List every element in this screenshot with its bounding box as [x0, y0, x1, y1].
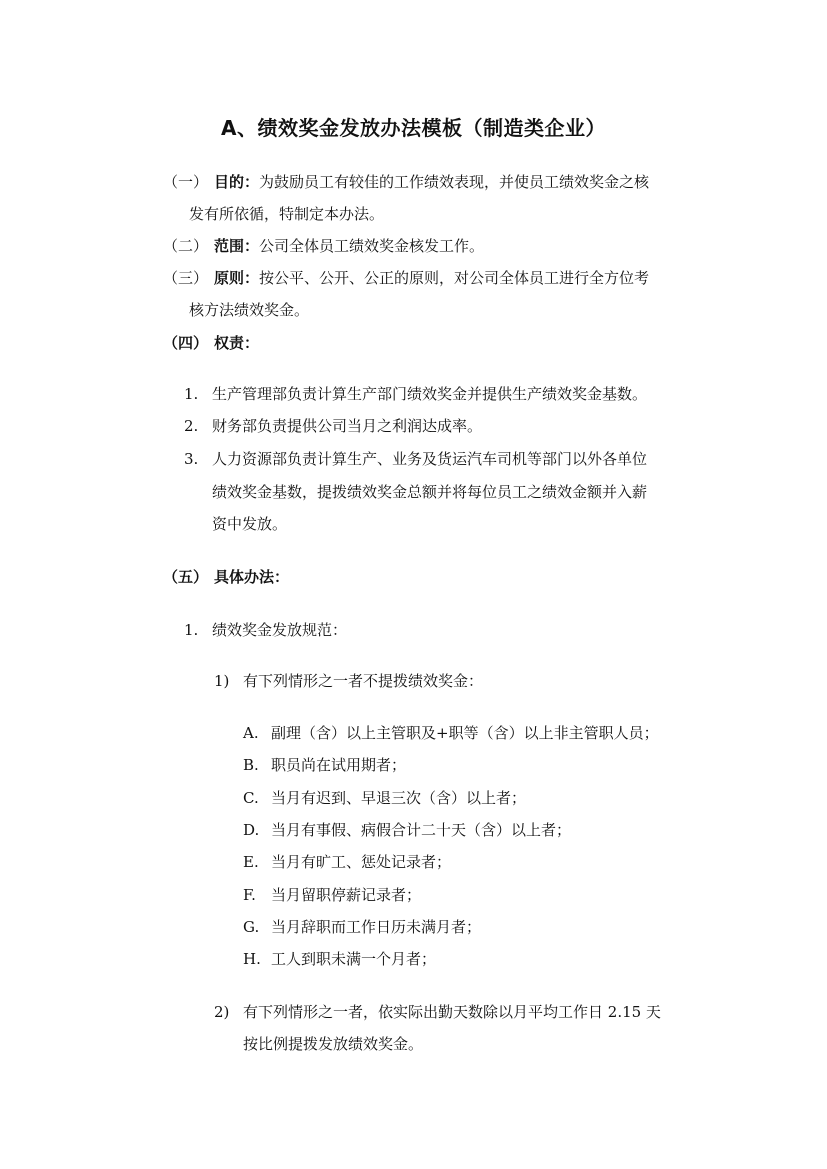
case-text: 当月有事假、病假合计二十天（含）以上者；: [271, 821, 572, 839]
section-label: 原则：: [214, 269, 260, 287]
section-marker: （一）: [163, 173, 209, 191]
case-text: 副理（含）以上主管职及+职等（含）以上非主管职人员；: [271, 724, 659, 742]
section-label: 权责：: [214, 334, 260, 352]
responsibility-item-text: 人力资源部负责计算生产、业务及货运汽车司机等部门以外各单位: [212, 450, 648, 468]
case-letter: F.: [243, 886, 256, 904]
case-text: 当月有旷工、惩处记录者；: [271, 853, 452, 871]
document-title: A、绩效奖金发放办法模板（制造类企业）: [221, 116, 606, 140]
section-purpose-continuation: 发有所依循，特制定本办法。: [189, 205, 385, 223]
section-marker: （三）: [163, 269, 209, 287]
subitem-number: 2): [214, 1003, 230, 1021]
case-letter: A.: [243, 724, 259, 742]
case-letter: D.: [243, 821, 260, 839]
subitem-text: 有下列情形之一者，依实际出勤天数除以月平均工作日 2.15 天: [243, 1003, 661, 1021]
case-letter: G.: [243, 918, 260, 936]
section-text: 公司全体员工绩效奖金核发工作。: [259, 237, 485, 255]
section-responsibility: [163, 333, 259, 353]
section-text: 为鼓励员工有较佳的工作绩效表现，并使员工绩效奖金之核: [259, 173, 650, 191]
responsibility-item-number: 3.: [184, 450, 199, 468]
section-marker: （二）: [163, 237, 209, 255]
case-text: 当月留职停薪记录者；: [271, 886, 422, 904]
case-text: 工人到职未满一个月者；: [271, 950, 437, 968]
case-text: 当月辞职而工作日历未满月者；: [271, 918, 482, 936]
subitem-text-continuation: 按比例提拨发放绩效奖金。: [243, 1035, 424, 1053]
section-label: 目的：: [214, 173, 260, 191]
section-purpose: [163, 172, 649, 192]
section-principle: [163, 268, 649, 288]
section-procedure: [163, 567, 289, 587]
section-label: 具体办法：: [214, 568, 290, 586]
subitem-text: 有下列情形之一者不提拨绩效奖金：: [243, 672, 484, 690]
responsibility-item-text: 生产管理部负责计算生产部门绩效奖金并提供生产绩效奖金基数。: [212, 385, 648, 403]
case-text: 当月有迟到、早退三次（含）以上者；: [271, 789, 527, 807]
procedure-item-number: 1.: [184, 621, 199, 639]
case-text: 职员尚在试用期者；: [271, 756, 407, 774]
section-label: 范围：: [214, 237, 260, 255]
case-letter: H.: [243, 950, 261, 968]
subitem-number: 1): [214, 672, 230, 690]
section-principle-continuation: 核方法绩效奖金。: [189, 301, 310, 319]
procedure-item-text: 绩效奖金发放规范：: [212, 621, 348, 639]
section-scope: [163, 236, 484, 256]
responsibility-item-text: 绩效奖金基数，提拨绩效奖金总额并将每位员工之绩效金额并入薪: [212, 483, 648, 501]
responsibility-item-text: 财务部负责提供公司当月之利润达成率。: [212, 417, 483, 435]
responsibility-item-number: 1.: [184, 385, 199, 403]
case-letter: C.: [243, 789, 259, 807]
section-text: 按公平、公开、公正的原则，对公司全体员工进行全方位考: [259, 269, 650, 287]
responsibility-item-number: 2.: [184, 417, 199, 435]
section-marker: （五）: [163, 568, 209, 586]
section-marker: （四）: [163, 334, 209, 352]
case-letter: B.: [243, 756, 259, 774]
case-letter: E.: [243, 853, 259, 871]
responsibility-item-text: 资中发放。: [212, 515, 288, 533]
